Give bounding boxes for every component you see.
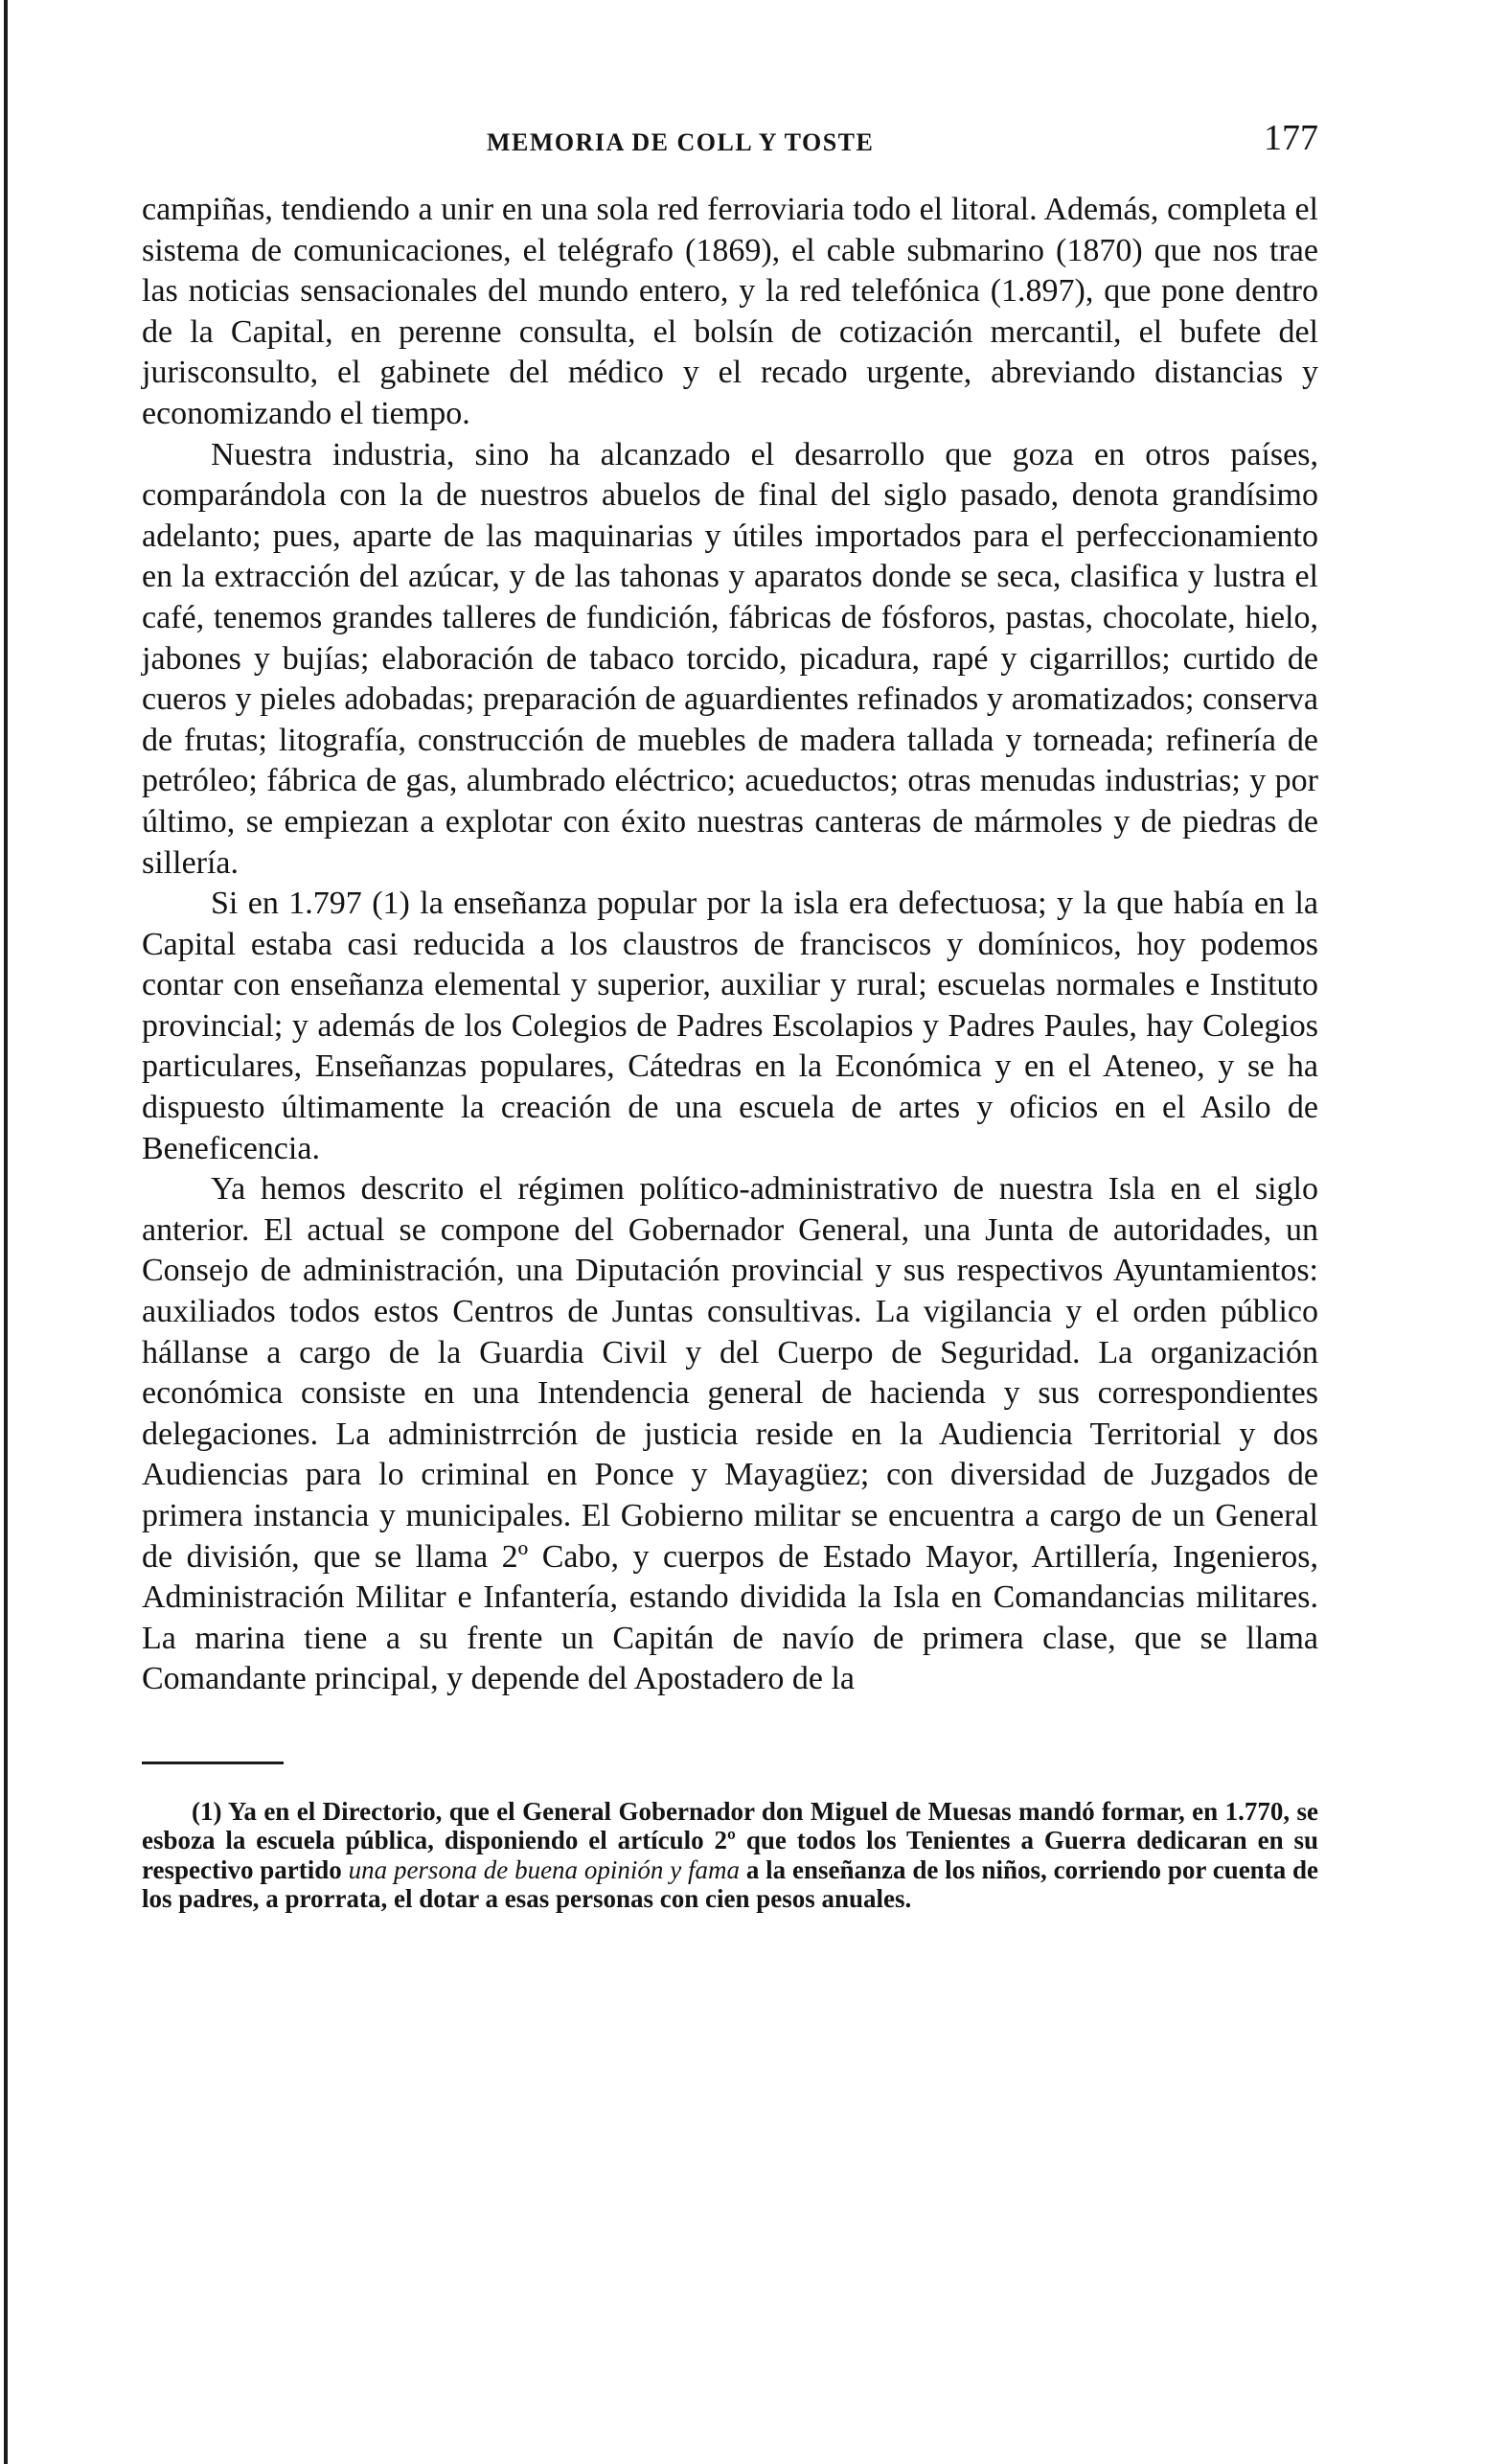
paragraph-communications: campiñas, tendiendo a unir en una sola red ferroviaria todo el litoral. Además, completa el sistema de comunicaciones, el telégrafo (1869), el cable submarino (1870) que nos trae las noticias sensacionales del mundo entero, y la red telefónica (1.897), que pone dentro de la Capital, en perenne consulta, el bolsín de cotización mercantil, el bufete del jurisconsulto, el gabinete del médico y el recado urgente, abreviando distancias y economizando el tiempo.: [142, 192, 1318, 431]
paragraph-industry: Nuestra industria, sino ha alcanzado el desarrollo que goza en otros países, comparándola con la de nuestros abuelos de final del siglo pasado, denota grandísimo adelanto; pues, aparte de las maquinarias y útiles importados para el perfeccionamiento en la extracción del azúcar, y de las tahonas y aparatos donde se seca, clasifica y lustra el café, tenemos grandes talleres de fundición, fábricas de fósforos, pastas, chocolate, hielo, jabones y bujías; elaboración de tabaco torcido, picadura, rapé y cigarrillos; curtido de cueros y pieles adobadas; preparación de aguardientes refinados y aromatizados; conserva de frutas; litografía, construcción de muebles de madera tallada y torneada; refinería de petróleo; fábrica de gas, alumbrado eléctrico; acueductos; otras menudas industrias; y por último, se empiezan a explotar con éxito nuestras canteras de mármoles y de piedras de sillería.: [142, 436, 1318, 881]
running-head-title: MEMORIA DE COLL Y TOSTE: [487, 128, 875, 156]
running-head: [142, 113, 1318, 167]
paragraph-administration: Ya hemos descrito el régimen político-administrativo de nuestra Isla en el siglo anterior. El actual se compone del Gobernador General, una Junta de autoridades, un Consejo de administración, una Diputación provincial y sus respectivos Ayuntamientos: auxiliados todos estos Centros de Juntas consultivas. La vigilancia y el orden público hállanse a cargo de la Guardia Civil y del Cuerpo de Seguridad. La organización económica consiste en una Intendencia general de hacienda y sus correspondientes delegaciones. La administrrción de justicia reside en la Audiencia Territorial y dos Audiencias para lo criminal en Ponce y Mayagüez; con diversidad de Juzgados de primera instancia y municipales. El Gobierno militar se encuentra a cargo de un General de división, que se llama 2º Cabo, y cuerpos de Estado Mayor, Artillería, Ingenieros, Administración Militar e Infantería, estando dividida la Isla en Comandancias militares. La marina tiene a su frente un Capitán de navío de primera clase, que se llama Comandante principal, y depende del Apostadero de la: [142, 1171, 1318, 1697]
body-text: [142, 190, 1318, 1700]
page-edge-line: [4, 0, 8, 2464]
footnote-lead: (1) Ya en el Directorio, que el General Gobernador don Miguel de Muesas mandó formar, en 1.770, se esboza la escuela pública, disponiendo el artículo 2º que todos los Tenientes a Guerra dedicaran en su respectivo partido: [142, 1796, 1318, 1884]
footnote-italic-phrase: una persona de buena opinión y fama: [348, 1854, 741, 1884]
page-number: 177: [1264, 118, 1318, 158]
book-page: [142, 113, 1318, 1914]
footnote-rule: [142, 1762, 284, 1764]
footnote-rest: a la enseñanza de los niños, corriendo por cuenta de los padres, a prorrata, el dotar a esas personas con cien pesos anuales.: [142, 1854, 1319, 1914]
paragraph-education: Si en 1.797 (1) la enseñanza popular por la isla era defectuosa; y la que había en la Capital estaba casi reducida a los claustros de franciscos y domínicos, hoy podemos contar con enseñanza elemental y superior, auxiliar y rural; escuelas normales e Instituto provincial; y además de los Colegios de Padres Escolapios y Padres Paules, hay Colegios particulares, Enseñanzas populares, Cátedras en la Económica y en el Ateneo, y se ha dispuesto últimamente la creación de una escuela de artes y oficios en el Asilo de Beneficencia.: [142, 886, 1318, 1166]
footnote: [142, 1797, 1318, 1914]
